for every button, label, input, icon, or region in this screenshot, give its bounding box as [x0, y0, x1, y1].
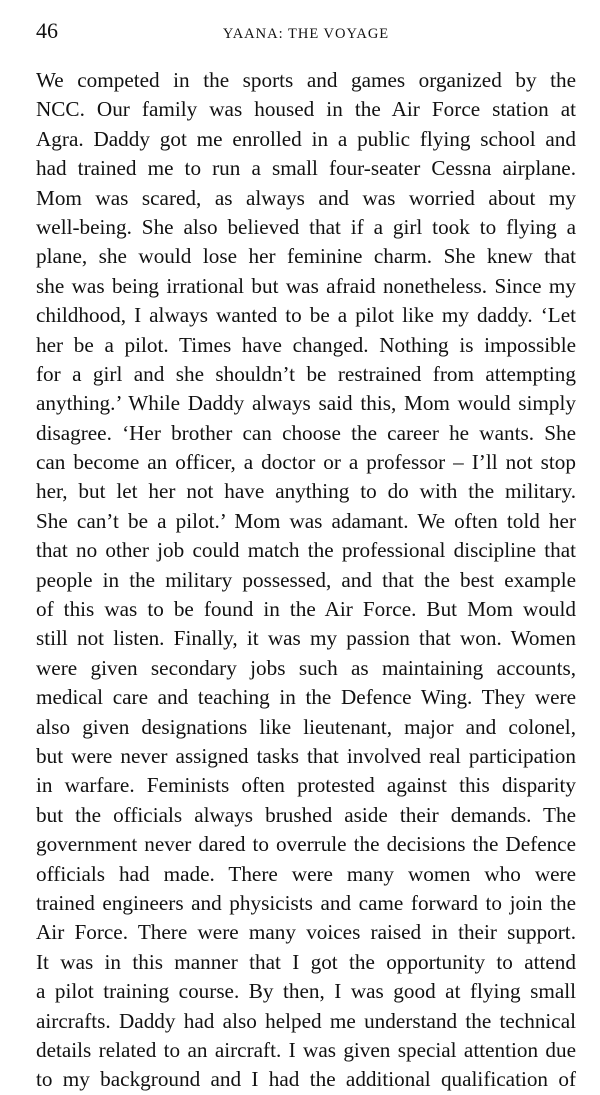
text-line: in warfare. Feminists often protested against this disparity — [36, 773, 576, 798]
running-head — [36, 16, 576, 50]
text-line: but the officials always brushed aside their demands. The — [36, 802, 576, 827]
text-line: We competed in the sports and games organized by the — [36, 68, 576, 92]
text-line: of this was to be found in the Air Force. But Mom would — [36, 597, 576, 622]
text-line: aircrafts. Daddy had also helped me understand the technical — [36, 1008, 576, 1033]
text-line: anything.’ While Daddy always said this, Mom would simply — [36, 391, 576, 416]
text-line: officials had made. There were many women who were — [36, 861, 576, 886]
text-line: she was being irrational but was afraid nonetheless. Since my — [36, 273, 576, 298]
text-line: her be a pilot. Times have changed. Nothing is impossible — [36, 332, 576, 357]
page-number: 46 — [36, 18, 58, 43]
text-line: but were never assigned tasks that involved real participation — [36, 743, 576, 768]
text-line: still not listen. Finally, it was my passion that won. Women — [36, 626, 576, 651]
text-line: Agra. Daddy got me enrolled in a public flying school and — [36, 126, 576, 151]
text-line: to my background and I had the additional qualification of — [36, 1067, 576, 1092]
text-line: had trained me to run a small four-seater Cessna airplane. — [36, 156, 576, 181]
text-line: plane, she would lose her feminine charm. She knew that — [36, 244, 576, 269]
book-title: YAANA: THE VOYAGE — [222, 26, 390, 42]
text-line: for a girl and she shouldn’t be restrained from attempting — [36, 361, 576, 386]
body-text — [36, 66, 576, 1095]
text-line: NCC. Our family was housed in the Air Force station at — [36, 97, 576, 122]
text-line: Mom was scared, as always and was worried about my — [36, 185, 576, 210]
text-line: details related to an aircraft. I was given special attention due — [36, 1037, 576, 1062]
text-line: government never dared to overrule the decisions the Defence — [36, 832, 576, 857]
text-line: people in the military possessed, and that the best example — [36, 567, 576, 592]
text-line: that no other job could match the professional discipline that — [36, 538, 576, 563]
text-line: medical care and teaching in the Defence Wing. They were — [36, 685, 576, 710]
text-line: Air Force. There were many voices raised in their support. — [36, 920, 576, 945]
text-line: can become an officer, a doctor or a professor – I’ll not stop — [36, 450, 576, 475]
text-line: trained engineers and physicists and came forward to join the — [36, 890, 576, 915]
text-line: also given designations like lieutenant, major and colonel, — [36, 714, 576, 739]
text-line: her, but let her not have anything to do with the military. — [36, 479, 576, 504]
text-line: were given secondary jobs such as maintaining accounts, — [36, 655, 576, 680]
text-line: a pilot training course. By then, I was good at flying small — [36, 979, 576, 1004]
text-line: It was in this manner that I got the opportunity to attend — [36, 949, 576, 974]
text-line: disagree. ‘Her brother can choose the career he wants. She — [36, 420, 576, 445]
text-line: She can’t be a pilot.’ Mom was adamant. We often told her — [36, 508, 576, 533]
text-line: childhood, I always wanted to be a pilot like my daddy. ‘Let — [36, 303, 576, 328]
text-line: well-being. She also believed that if a girl took to flying a — [36, 214, 576, 239]
